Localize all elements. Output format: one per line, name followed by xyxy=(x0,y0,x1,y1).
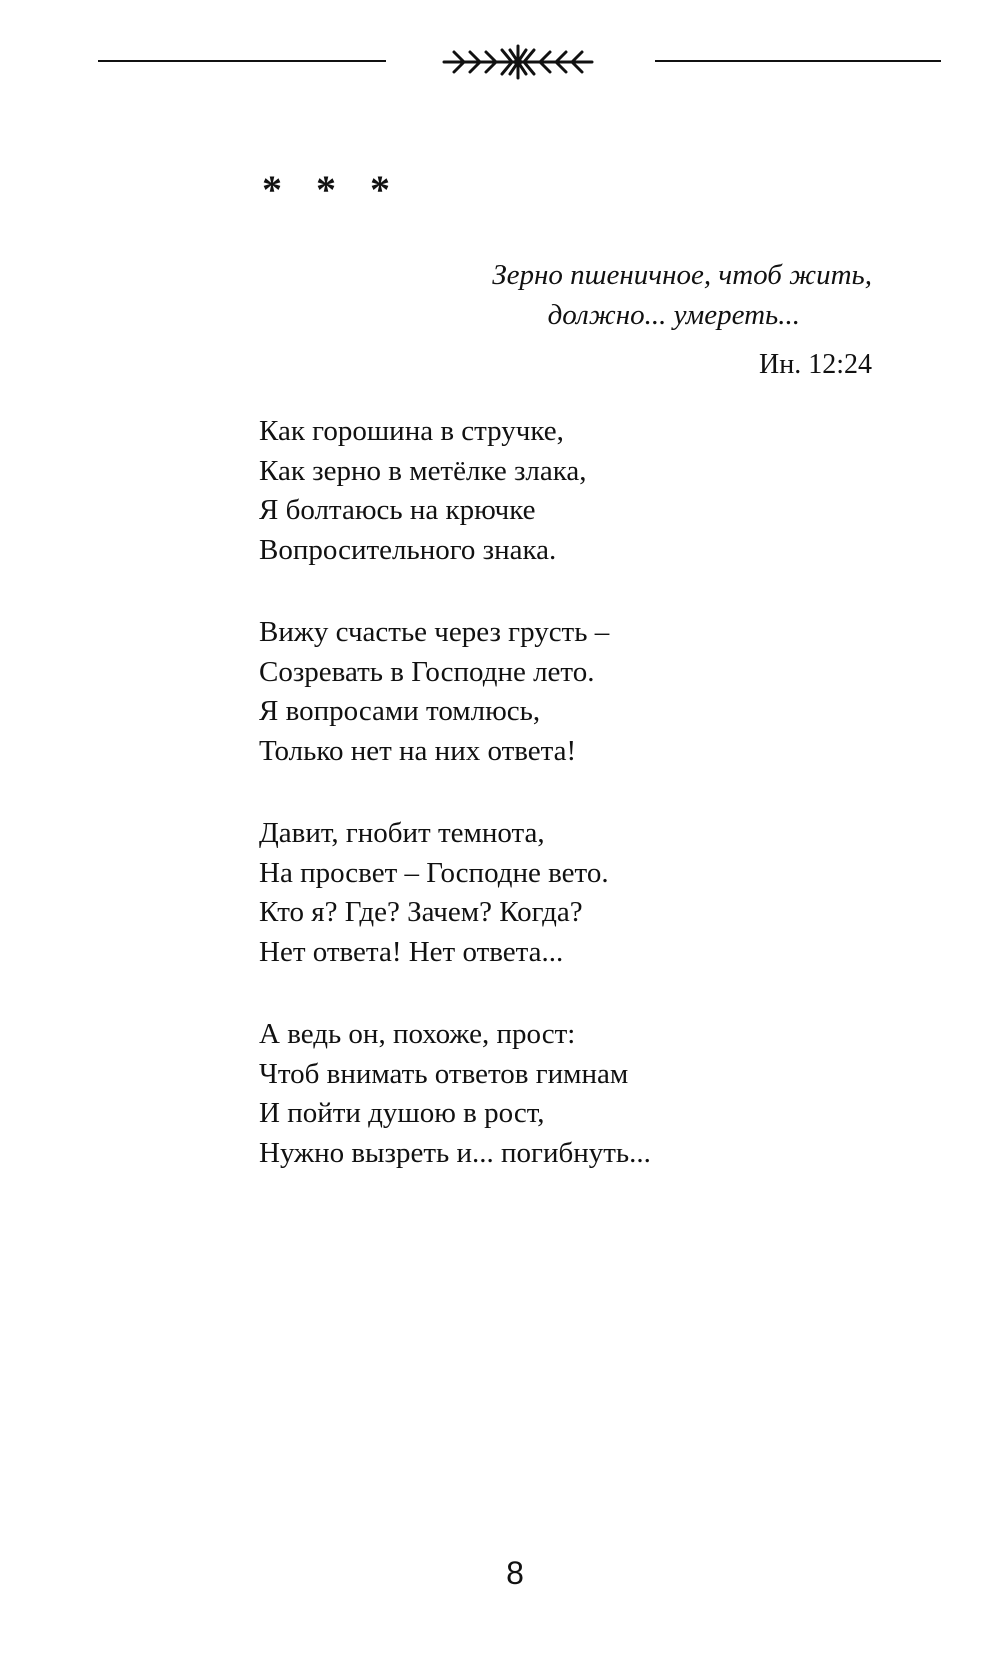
verse-line: Как горошина в стручке, xyxy=(259,415,564,447)
verse-line: Только нет на них ответа! xyxy=(259,734,577,767)
stanza xyxy=(259,1015,859,1173)
verse-line: На просвет – Господне вето. xyxy=(259,856,609,889)
epigraph-line: Зерно пшеничное, чтоб жить, xyxy=(492,259,872,291)
verse-line: Созревать в Господне лето. xyxy=(259,655,595,688)
verse-line: Чтоб внимать ответов гимнам xyxy=(259,1057,629,1090)
epigraph-line: должно... умереть... xyxy=(547,299,800,331)
verse-line: Я болтаюсь на крючке xyxy=(259,494,536,526)
stanza xyxy=(259,814,859,972)
verse-line: Вопросительного знака. xyxy=(259,533,557,566)
vine-ornament-icon xyxy=(440,40,596,84)
epigraph-reference: Ин. 12:24 xyxy=(759,349,872,380)
verse-line: И пойти душою в рост, xyxy=(259,1097,545,1129)
verse-line: Нет ответа! Нет ответа... xyxy=(259,935,564,968)
verse-line: Давит, гнобит темнота, xyxy=(259,817,545,849)
verse-line: А ведь он, похоже, прост: xyxy=(259,1018,576,1050)
verse-line: Вижу счастье через грусть – xyxy=(259,616,610,648)
epigraph xyxy=(492,255,872,335)
verse-line: Как зерно в метёлке злака, xyxy=(259,454,587,487)
page-number: 8 xyxy=(506,1555,524,1591)
stanza xyxy=(259,412,859,570)
header-rule-left xyxy=(98,60,386,62)
section-asterisms: * * * xyxy=(262,167,402,212)
verse-line: Я вопросами томлюсь, xyxy=(259,695,541,727)
header-rule-right xyxy=(655,60,941,62)
poem-body xyxy=(259,412,859,1216)
verse-line: Кто я? Где? Зачем? Когда? xyxy=(259,896,583,928)
verse-line: Нужно вызреть и... погибнуть... xyxy=(259,1136,651,1169)
stanza xyxy=(259,613,859,771)
